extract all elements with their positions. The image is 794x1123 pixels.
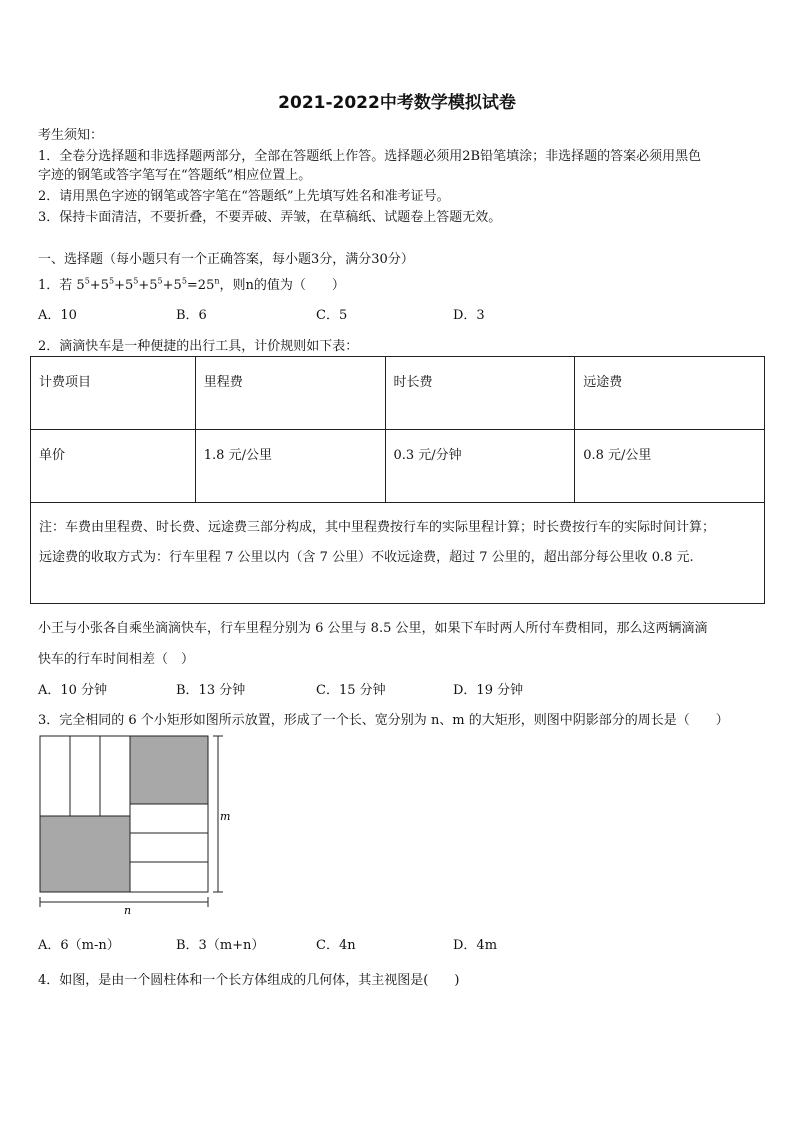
q1-option-d: D．3 [453, 308, 485, 323]
notice-line-1: 1．全卷分选择题和非选择题两部分，全部在答题纸上作答。选择题必须用2B铅笔填涂；非选择题的答案必须用黑色 [38, 149, 702, 164]
table-cell: 1.8 元/公里 [195, 430, 385, 503]
question-4-stem: 4．如图，是由一个圆柱体和一个长方体组成的几何体，其主视图是( ) [38, 973, 460, 988]
table-note-cell [31, 503, 765, 604]
notice-line-2: 2．请用黑色字迹的钢笔或答字笔在“答题纸”上先填写姓名和准考证号。 [38, 189, 450, 204]
question-1-stem: 1．若 $5^5+5^5+5^5+5^5+5^5=25^n$，则n的值为（ ） [38, 276, 345, 293]
notice-line-1b: 字迹的钢笔或答字笔写在“答题纸”相应位置上。 [38, 168, 312, 183]
table-note-line-2: 远途费的收取方式为：行车里程 7 公里以内（含 7 公里）不收远途费，超过 7 公里的，超出部分每公里收 0.8 元. [39, 550, 694, 565]
table-cell: 计费项目 [31, 357, 196, 430]
q3-option-c: C．4n [316, 938, 356, 953]
notice-heading: 考生须知： [38, 128, 104, 143]
shaded-region-top-right [130, 736, 208, 804]
table-cell: 单价 [31, 430, 196, 503]
fare-table [30, 356, 765, 604]
q2-option-c: C．15 分钟 [316, 683, 386, 698]
fare-table-header-row [31, 357, 765, 430]
q1-option-a: A．10 [38, 308, 77, 323]
question-2-text-1: 小王与小张各自乘坐滴滴快车，行车里程分别为 6 公里与 8.5 公里，如果下车时两人所付车费相同，那么这两辆滴滴 [38, 621, 708, 636]
fare-table-note-row [31, 503, 765, 604]
table-cell: 时长费 [385, 357, 575, 430]
table-cell: 0.8 元/公里 [575, 430, 765, 503]
notice-line-3: 3．保持卡面清洁，不要折叠，不要弄破、弄皱，在草稿纸、试题卷上答题无效。 [38, 210, 502, 225]
label-m: m [220, 810, 231, 823]
table-cell: 里程费 [195, 357, 385, 430]
q3-option-b: B．3（m+n） [176, 938, 265, 953]
rectangle-figure [30, 728, 240, 918]
q3-option-a: A．6（m-n） [38, 938, 120, 953]
fare-table-price-row [31, 430, 765, 503]
table-cell: 远途费 [575, 357, 765, 430]
question-3-stem: 3．完全相同的 6 个小矩形如图所示放置，形成了一个长、宽分别为 n、m 的大矩形，则图中阴影部分的周长是（ ） [38, 713, 729, 728]
q1-option-b: B．6 [176, 308, 207, 323]
q2-option-a: A．10 分钟 [38, 683, 108, 698]
q2-option-d: D．19 分钟 [453, 683, 524, 698]
table-cell: 0.3 元/分钟 [385, 430, 575, 503]
section-heading: 一、选择题（每小题只有一个正确答案，每小题3分，满分30分） [38, 252, 414, 267]
page-title: 2021-2022中考数学模拟试卷 [278, 93, 516, 113]
q2-option-b: B．13 分钟 [176, 683, 246, 698]
question-2-stem: 2．滴滴快车是一种便捷的出行工具，计价规则如下表： [38, 339, 359, 354]
q1-option-c: C．5 [316, 308, 348, 323]
q3-option-d: D．4m [453, 938, 498, 953]
table-note-line-1: 注：车费由里程费、时长费、远途费三部分构成，其中里程费按行车的实际里程计算；时长费按行车的实际时间计算； [39, 520, 716, 535]
shaded-region-bottom-left [40, 816, 130, 892]
label-n: n [124, 904, 132, 917]
question-2-text-2: 快车的行车时间相差（ ） [38, 652, 195, 667]
